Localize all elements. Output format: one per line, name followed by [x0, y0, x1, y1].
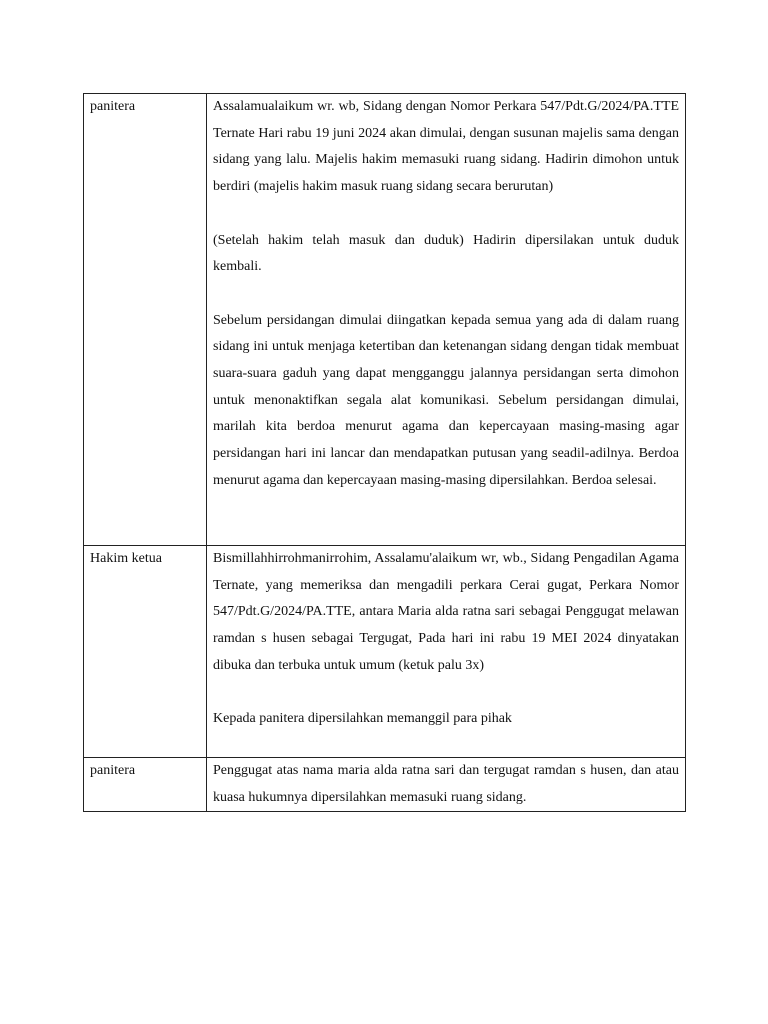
speech-paragraph: Sebelum persidangan dimulai diingatkan kepada semua yang ada di dalam ruang sidang ini untuk menjaga ketertiban dan ketenangan sidang dengan tidak membuat suara-suara gaduh yang dapat mengganggu jalannya persidangan serta dimohon untuk menonaktifkan segala alat komunikasi. Sebelum persidangan dimulai, marilah kita berdoa menurut agama dan kepercayaan masing-masing agar persidangan hari ini lancar dan mendapatkan putusan yang seadil-adilnya. Berdoa menurut agama dan kepercayaan masing-masing dipersilahkan. Berdoa selesai.	[213, 312, 679, 488]
table-row	[84, 94, 686, 546]
speech-cell	[207, 94, 686, 546]
speech-cell	[207, 758, 686, 812]
speech-paragraph: Penggugat atas nama maria alda ratna sari dan tergugat ramdan s husen, dan atau kuasa hukumnya dipersilahkan memasuki ruang sidang.	[213, 763, 679, 805]
speaker-cell	[84, 94, 207, 546]
speaker-name: panitera	[90, 763, 136, 778]
speaker-cell	[84, 758, 207, 812]
table-row	[84, 546, 686, 758]
speaker-name: Hakim ketua	[90, 551, 162, 566]
hearing-transcript-table	[83, 93, 686, 812]
speaker-cell	[84, 546, 207, 758]
speech-paragraph: (Setelah hakim telah masuk dan duduk) Hadirin dipersilakan untuk duduk kembali.	[213, 232, 679, 275]
speaker-name: panitera	[90, 99, 136, 114]
speech-paragraph: Kepada panitera dipersilahkan memanggil para pihak	[213, 711, 512, 727]
speech-cell	[207, 546, 686, 758]
speech-paragraph: Bismillahhirrohmanirrohim, Assalamu'alaikum wr, wb., Sidang Pengadilan Agama Ternate, yang memeriksa dan mengadili perkara Cerai gugat, Perkara Nomor 547/Pdt.G/2024/PA.TTE, antara Maria alda ratna sari sebagai Penggugat melawan ramdan s husen sebagai Tergugat, Pada hari ini rabu 19 MEI 2024 dinyatakan dibuka dan terbuka untuk umum (ketuk palu 3x)	[213, 551, 679, 673]
table-row	[84, 758, 686, 812]
speech-paragraph: Assalamualaikum wr. wb, Sidang dengan Nomor Perkara 547/Pdt.G/2024/PA.TTE Ternate Hari rabu 19 juni 2024 akan dimulai, dengan susunan majelis sama dengan sidang yang lalu. Majelis hakim memasuki ruang sidang. Hadirin dimohon untuk berdiri (majelis hakim masuk ruang sidang secara berurutan)	[213, 99, 679, 195]
